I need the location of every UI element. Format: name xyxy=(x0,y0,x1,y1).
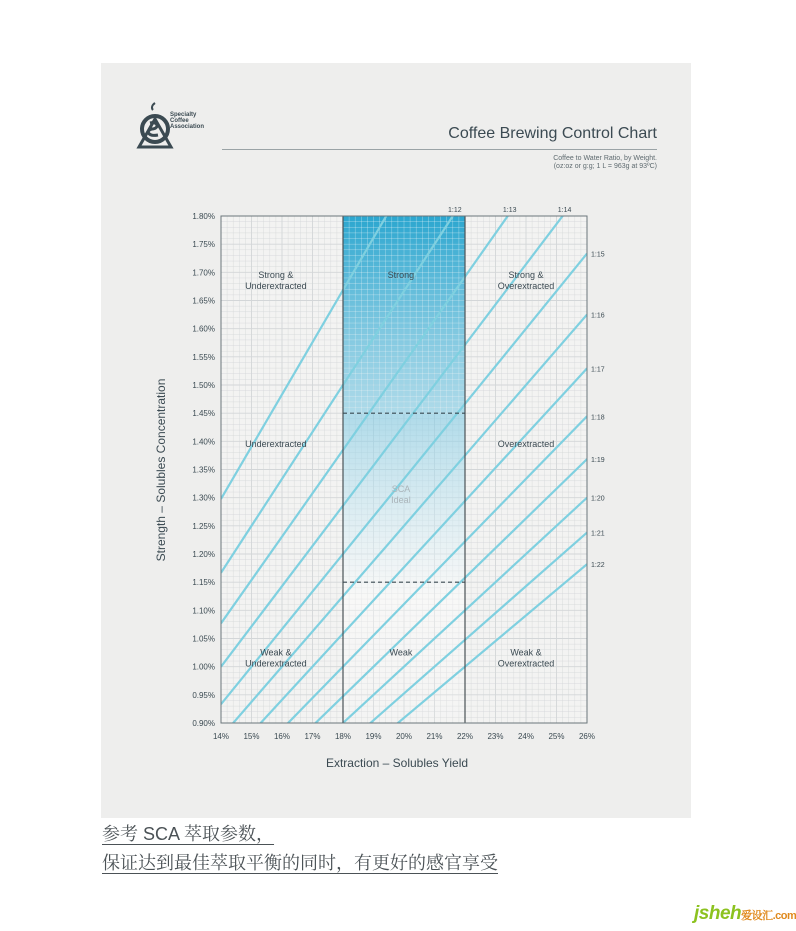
ratio-label: 1:19 xyxy=(591,457,605,465)
ratio-label: 1:15 xyxy=(591,251,605,259)
y-tick-label: 1.25% xyxy=(192,521,215,531)
y-tick-label: 1.75% xyxy=(192,240,215,250)
x-tick-label: 14% xyxy=(212,732,230,741)
y-tick-label: 1.05% xyxy=(192,634,215,644)
x-tick-label: 15% xyxy=(243,732,260,741)
y-tick-label: 1.45% xyxy=(192,409,215,419)
y-tick-label: 1.30% xyxy=(192,493,215,503)
x-tick-label: 18% xyxy=(334,732,352,741)
x-tick-label: 16% xyxy=(273,732,291,741)
zone-label-line: Ideal xyxy=(391,495,411,506)
y-axis-label: Strength – Solubles Concentration xyxy=(154,378,168,562)
y-tick-label: 0.95% xyxy=(192,690,215,700)
logo-line-3: Association xyxy=(170,124,205,130)
zone-label-line: Weak & xyxy=(260,647,292,658)
caption-line-2: 保证达到最佳萃取平衡的同时，有更好的感官享受 xyxy=(102,853,498,873)
ratio-label: 1:21 xyxy=(591,530,605,538)
y-tick-label: 1.65% xyxy=(192,296,215,306)
zone-label-line: Strong & xyxy=(508,269,544,280)
ratio-label: 1:16 xyxy=(591,312,605,320)
chart-title: Coffee Brewing Control Chart xyxy=(448,125,657,142)
y-tick-label: 1.35% xyxy=(192,465,215,475)
zone-label-line: SCA xyxy=(391,484,411,495)
x-tick-label: 23% xyxy=(487,732,504,741)
zone-label xyxy=(388,270,415,280)
y-tick-label: 1.80% xyxy=(192,212,215,221)
y-tick-label: 1.55% xyxy=(192,352,215,362)
y-tick-label: 1.00% xyxy=(192,662,215,672)
logo-line-1: Specialty xyxy=(170,112,197,118)
ratio-label: 1:20 xyxy=(591,495,605,503)
zone-label-line: Overextracted xyxy=(497,658,555,669)
y-tick-label: 0.90% xyxy=(192,719,215,728)
x-tick-label: 17% xyxy=(304,732,321,741)
x-tick-label: 21% xyxy=(426,732,443,741)
y-tick-label: 1.40% xyxy=(192,437,215,447)
logo-line-2: Coffee xyxy=(170,118,189,124)
zone-label-line: Overextracted xyxy=(497,280,555,291)
y-tick-label: 1.15% xyxy=(192,578,215,588)
ratio-note-line-1: Coffee to Water Ratio, by Weight. xyxy=(553,155,657,162)
zone-label xyxy=(245,439,307,449)
zone-label-line: Underextracted xyxy=(245,438,307,449)
ratio-label: 1:17 xyxy=(591,366,605,374)
watermark-logo xyxy=(694,903,796,925)
x-tick-label: 26% xyxy=(578,732,596,741)
ratio-label: 1:12 xyxy=(447,207,462,214)
y-tick-label: 1.20% xyxy=(192,550,215,559)
ideal-band-hatch xyxy=(343,216,465,413)
x-axis-label: Extraction – Solubles Yield xyxy=(325,756,469,770)
y-tick-label: 1.60% xyxy=(192,324,215,334)
y-tick-label: 1.70% xyxy=(192,268,215,278)
ratio-label: 1:18 xyxy=(591,414,605,422)
y-tick-label: 1.50% xyxy=(192,381,215,390)
ratio-label: 1:22 xyxy=(591,562,605,570)
zone-label-line: Underextracted xyxy=(245,280,307,291)
zone-label xyxy=(498,439,555,449)
zone-label xyxy=(391,484,411,505)
zone-label-line: Weak xyxy=(389,647,413,658)
watermark-suffix: 爱设汇.com xyxy=(741,910,796,922)
x-tick-label: 20% xyxy=(395,732,413,741)
caption-line-1: 参考 SCA 萃取参数， xyxy=(102,824,275,844)
zone-label-line: Overextracted xyxy=(497,438,555,449)
zone-label-line: Strong xyxy=(387,269,415,280)
x-tick-label: 25% xyxy=(548,732,565,741)
zone-label-line: Strong & xyxy=(258,269,294,280)
x-tick-label: 22% xyxy=(456,732,474,741)
y-tick-label: 1.10% xyxy=(192,606,215,616)
x-tick-label: 19% xyxy=(365,732,382,741)
zone-label-line: Weak & xyxy=(510,647,542,658)
x-tick-label: 24% xyxy=(517,732,535,741)
ratio-note-line-2: (oz:oz or g:g; 1 L = 963g at 93ºC) xyxy=(553,163,657,170)
zone-label xyxy=(390,647,413,657)
zone-label-line: Underextracted xyxy=(245,658,307,669)
watermark-text: jsheh xyxy=(694,903,742,924)
caption xyxy=(102,820,498,878)
ratio-label: 1:13 xyxy=(502,207,517,214)
ratio-label: 1:14 xyxy=(557,207,572,214)
